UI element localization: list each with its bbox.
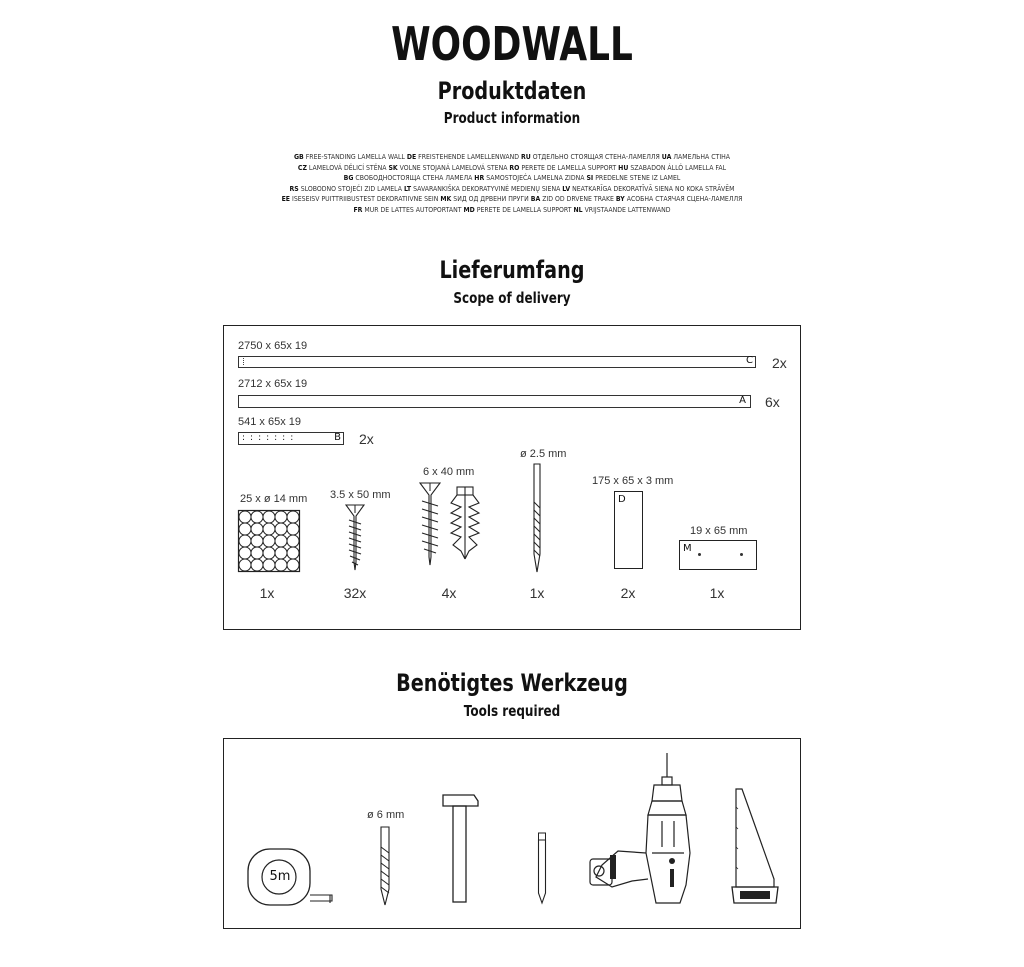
part-label: 3.5 x 50 mm [330,489,391,501]
dowel-caps-icon [238,510,300,576]
drill-bit-dimension: ø 6 mm [367,809,405,821]
delivery-subtitle: Scope of delivery [453,289,571,307]
tape-label: 5m [269,869,291,884]
board-c-quantity: 2x [772,355,787,371]
language-line: EE ISESEISV PUITTRIIBUSTEST DEKORATIIVNE SEIN MK ЅИД ОД ДРВЕНИ ПРУГИ BA ZID OD DRVENE TRAKE BY АСОБНА СТАЯЧАЯ СЦЕНА-ЛАМЕЛЛЯ [281,194,743,204]
hole-mark [740,553,743,556]
part-label: 175 x 65 x 3 mm [592,475,674,487]
part-quantity: 1x [529,585,545,601]
block-letter: M [683,543,692,554]
board-letter: C [746,355,753,366]
board-b-quantity: 2x [359,431,374,447]
language-line: BG СВОБОДНОСТОЯЩА СТЕНА ЛАМЕЛА HR SAMOSTOJEĆA LAMELNA ZIDNA SI PREDELNE STENE IZ LAMEL [343,173,681,183]
part-quantity: 1x [709,585,725,601]
board-a-dimensions: 2712 x 65x 19 [238,378,308,390]
hand-saw-icon [730,787,780,911]
hammer-icon [440,791,480,909]
tape-measure-icon [246,845,336,913]
product-information-subtitle: Product information [443,109,581,127]
screw-and-dowel-icon [417,481,487,573]
language-line: RS SLOBODNO STOJEĆI ZID LAMELA LT SAVARANKIŠKA DEKORATYVINĖ MEDIENŲ SIENA LV NEATKARĪGA DEKORATĪVĀ SIENA NO KOKA STRĀVĒM [289,183,735,193]
wood-screw-icon [343,504,367,576]
board-letter: A [739,395,746,406]
part-quantity: 1x [259,585,275,601]
drill-bit-icon [530,462,544,578]
part-label: 25 x ø 14 mm [240,493,308,505]
tools-subtitle: Tools required [463,702,561,720]
spacer-plate-icon [614,491,643,569]
language-line: GB FREE-STANDING LAMELLA WALL DE FREISTEHENDE LAMELLENWAND RU ОТДЕЛЬНО СТОЯЩАЯ СТЕНА-ЛАМЕЛЛЯ UA ЛАМЕЛЬНА СТІНА [293,152,731,161]
power-drill-icon [582,753,698,913]
language-line: CZ LAMELOVÁ DĚLICÍ STĚNA SK VOLNE STOJANÁ LAMELOVÁ STENA RO PERETE DE LAMELLA SUPPORT HU SZABADON ÁLLÓ LAMELLA FAL [297,162,727,172]
board-b-dimensions: 541 x 65x 19 [238,416,301,428]
language-list [72,152,953,216]
product-data-title: Produktdaten [437,77,587,105]
delivery-box [223,325,801,630]
part-quantity: 2x [620,585,636,601]
pencil-icon [536,831,548,909]
part-quantity: 4x [441,585,457,601]
tools-title: Benötigtes Werkzeug [396,669,628,697]
brand-title: WOODWALL [391,17,633,71]
board-letter: B [334,432,341,443]
hole-mark [698,553,701,556]
drill-holes: ::::::: [242,433,299,443]
delivery-title: Lieferumfang [439,256,585,284]
template-block-icon [679,540,757,570]
language-line: FR MUR DE LATTES AUTOPORTANT MD PERETE DE LAMELLA SUPPORT NL VRIJSTAANDE LATTENWAND [353,204,671,214]
tools-box [223,738,801,929]
plate-letter: D [618,494,626,505]
board-c [238,356,756,368]
board-a [238,395,751,408]
board-a-quantity: 6x [765,394,780,410]
part-quantity: 32x [343,585,367,601]
drill-bit-icon [378,825,392,911]
board-b [238,432,344,445]
board-c-dimensions: 2750 x 65x 19 [238,340,308,352]
part-label: 6 x 40 mm [423,466,475,478]
part-label: ø 2.5 mm [520,448,567,460]
part-label: 19 x 65 mm [690,525,748,537]
board-end-mark [240,358,244,365]
